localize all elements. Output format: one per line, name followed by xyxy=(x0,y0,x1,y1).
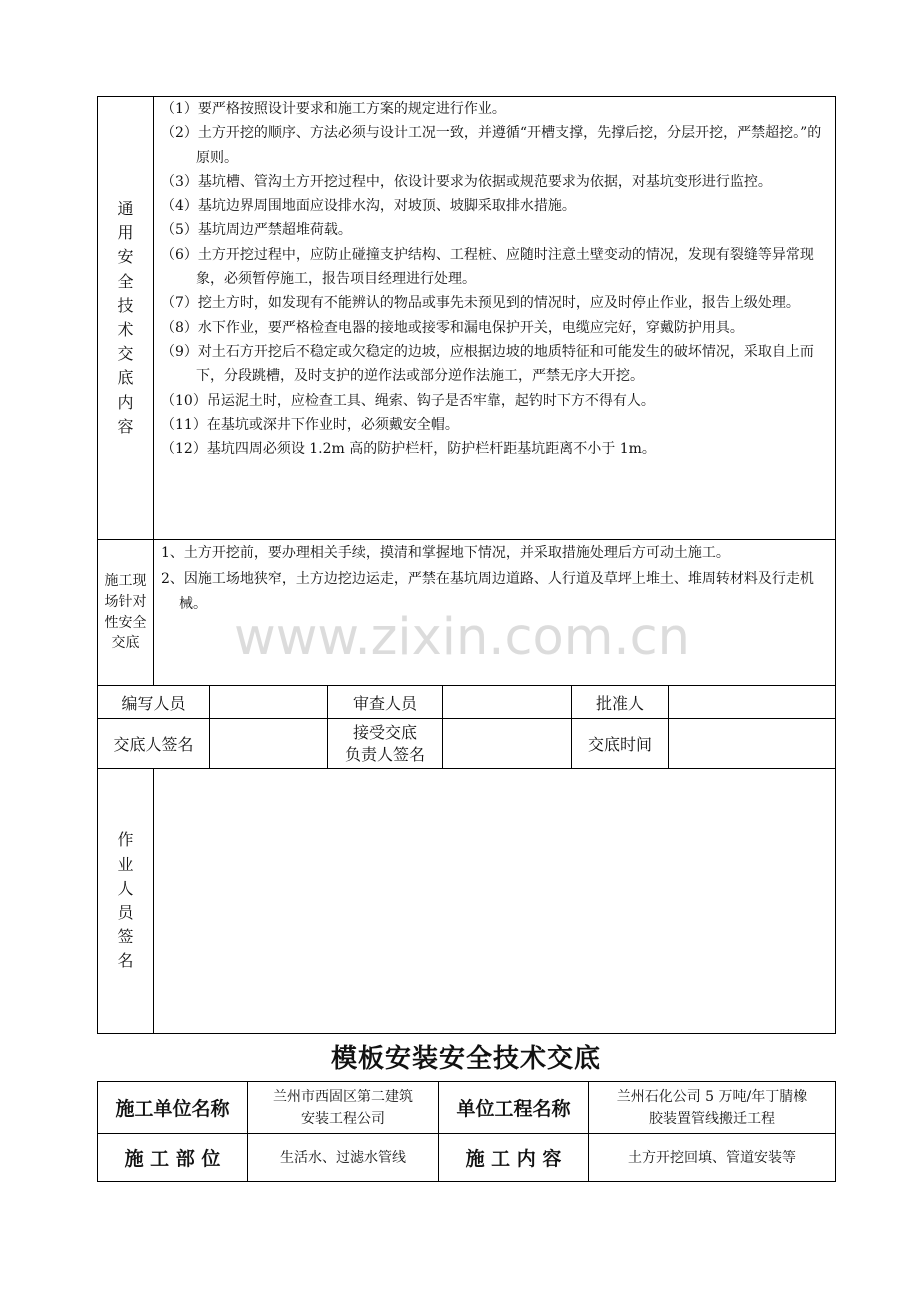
general-item-number: （4） xyxy=(161,198,198,215)
general-item-number: （11） xyxy=(161,416,207,433)
general-item xyxy=(159,121,831,170)
general-item-text: 基坑周边严禁超堆荷载。 xyxy=(197,222,352,239)
approver-value[interactable] xyxy=(669,686,836,719)
worker-sign-row xyxy=(98,769,836,1034)
general-item xyxy=(159,291,831,315)
general-item xyxy=(159,316,831,340)
reviewer-value[interactable] xyxy=(443,686,572,719)
general-safety-label: 通用安全技术交底内容 xyxy=(117,198,134,436)
general-item-text: 土方开挖过程中，应防止碰撞支护结构、工程桩、应随时注意土壁变动的情况，发现有裂缝等异常现象，必须暂停施工，报告项目经理进行处理。 xyxy=(196,246,814,288)
general-item-text: 基坑边界周围地面应设排水沟，对坡顶、坡脚采取排水措施。 xyxy=(197,198,576,215)
general-item xyxy=(159,389,831,413)
general-item-text: 基坑槽、管沟土方开挖过程中，依设计要求为依据或规范要求为依据，对基坑变形进行监控。 xyxy=(197,173,772,190)
main-form-table xyxy=(97,96,836,1034)
general-item-text: 对土石方开挖后不稳定或欠稳定的边坡，应根据边坡的地质特征和可能发生的破坏情况，采取自上而下，分段跳槽，及时支护的逆作法或部分逆作法施工，严禁无序大开挖。 xyxy=(196,343,814,385)
disclose-time-value[interactable] xyxy=(669,719,836,769)
general-item xyxy=(159,97,831,121)
general-item xyxy=(159,218,831,242)
discloser-sign-value[interactable] xyxy=(210,719,328,769)
general-item xyxy=(159,437,831,461)
watermark: www.zixin.com.cn xyxy=(234,608,690,667)
general-safety-content xyxy=(154,97,836,540)
general-item xyxy=(159,413,831,437)
unit-value-line1: 兰州市西固区第二建筑 xyxy=(273,1088,413,1105)
approver-label: 批准人 xyxy=(572,686,669,719)
receiver-sign-label-cell xyxy=(328,719,443,769)
general-item-text: 在基坑或深井下作业时，必须戴安全帽。 xyxy=(206,416,459,433)
worker-sign-label-cell xyxy=(98,769,154,1034)
general-item-text: 土方开挖的顺序、方法必须与设计工况一致，并遵循“开槽支撑，先撑后挖，分层开挖，严禁超挖。”的原则。 xyxy=(196,125,822,166)
general-item-text: 基坑四周必须设 1.2m 高的防护栏杆，防护栏杆距基坑距离不小于 1m。 xyxy=(206,441,656,458)
general-item-text: 挖土方时，如发现有不能辨认的物品或事先未预见到的情况时，应及时停止作业，报告上级处理。 xyxy=(197,295,800,312)
general-safety-list xyxy=(159,97,831,461)
writer-value[interactable] xyxy=(210,686,328,719)
part-label: 施 工 部 位 xyxy=(98,1134,248,1182)
general-item-number: （1） xyxy=(161,101,198,117)
general-safety-label-cell xyxy=(98,97,154,540)
general-item-text: 水下作业，要严格检查电器的接地或接零和漏电保护开关，电缆应完好，穿戴防护用具。 xyxy=(197,319,744,336)
site-item: 1、土方开挖前，要办理相关手续，摸清和掌握地下情况，并采取措施处理后方可动土施工。 xyxy=(161,545,730,561)
info-row-unit xyxy=(98,1082,836,1134)
general-item-number: （5） xyxy=(161,222,198,239)
info-row-part xyxy=(98,1134,836,1182)
receiver-sign-value[interactable] xyxy=(443,719,572,769)
general-item xyxy=(159,340,831,389)
project-value-line1: 兰州石化公司 5 万吨/年丁腈橡 xyxy=(616,1088,808,1105)
general-item-number: （3） xyxy=(161,173,198,190)
general-item-number: （10） xyxy=(161,392,207,409)
content-label: 施 工 内 容 xyxy=(439,1134,589,1182)
general-item-number: （7） xyxy=(161,295,198,312)
part-value: 生活水、过滤水管线 xyxy=(248,1134,439,1182)
disclose-time-label: 交底时间 xyxy=(572,719,669,769)
site-safety-list xyxy=(159,541,831,618)
site-item: 2、因施工场地狭窄，土方边挖边运走，严禁在基坑周边道路、人行道及草坪上堆土、堆周转材料及行走机械。 xyxy=(161,570,814,612)
general-item xyxy=(159,194,831,218)
general-item-number: （8） xyxy=(161,319,198,336)
general-item-number: （6） xyxy=(161,246,198,263)
site-safety-label: 施工现场针对性安全交底 xyxy=(104,573,147,652)
general-item-number: （9） xyxy=(161,343,198,360)
unit-value-cell xyxy=(248,1082,439,1134)
site-safety-label-cell xyxy=(98,540,154,686)
general-item-number: （2） xyxy=(161,125,198,142)
receiver-sign-label-line1: 接受交底 xyxy=(352,722,417,742)
receiver-sign-label-line2: 负责人签名 xyxy=(344,744,425,764)
general-item-number: （12） xyxy=(161,441,207,458)
general-item xyxy=(159,170,831,194)
general-safety-row xyxy=(98,97,836,540)
worker-sign-label: 作业人员签名 xyxy=(117,830,134,971)
section-title: 模板安装安全技术交底 xyxy=(330,1044,601,1074)
discloser-sign-label: 交底人签名 xyxy=(98,719,210,769)
signature-row xyxy=(98,719,836,769)
unit-value-line2: 安装工程公司 xyxy=(301,1110,385,1127)
personnel-row xyxy=(98,686,836,719)
project-value-cell xyxy=(589,1082,836,1134)
info-table xyxy=(97,1081,836,1182)
project-value-line2: 胶装置管线搬迁工程 xyxy=(649,1110,775,1127)
worker-sign-area[interactable] xyxy=(154,769,836,1034)
project-label: 单位工程名称 xyxy=(439,1082,589,1134)
reviewer-label: 审查人员 xyxy=(328,686,443,719)
content-value: 土方开挖回填、管道安装等 xyxy=(589,1134,836,1182)
general-item-text: 要严格按照设计要求和施工方案的规定进行作业。 xyxy=(197,101,506,117)
general-item xyxy=(159,243,831,292)
writer-label: 编写人员 xyxy=(98,686,210,719)
general-item-text: 吊运泥土时，应检查工具、绳索、钩子是否牢靠，起钓时下方不得有人。 xyxy=(206,392,655,409)
unit-label: 施工单位名称 xyxy=(98,1082,248,1134)
